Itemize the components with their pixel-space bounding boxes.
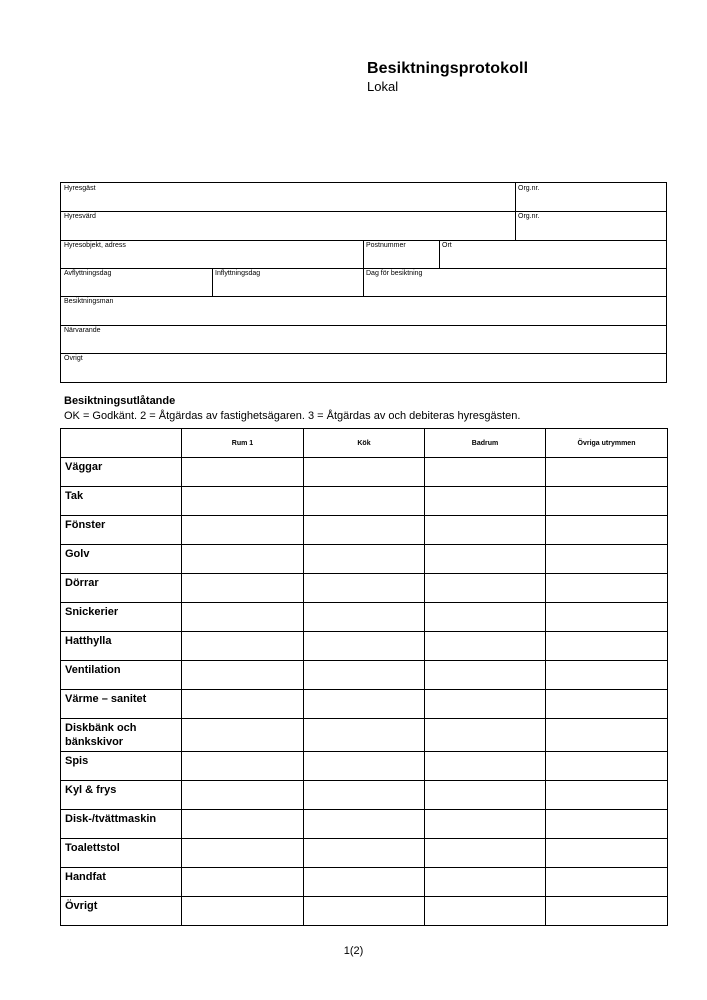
other-label: Övrigt <box>64 355 83 362</box>
grid-cell[interactable] <box>425 661 546 690</box>
row-label: Diskbänk och bänkskivor <box>61 719 182 752</box>
present-label: Närvarande <box>64 327 101 334</box>
grid-cell[interactable] <box>304 897 425 926</box>
row-label: Toalettstol <box>61 839 182 868</box>
document-subtitle: Lokal <box>367 79 399 94</box>
grid-cell[interactable] <box>546 719 668 752</box>
row-label: Snickerier <box>61 603 182 632</box>
grid-cell[interactable] <box>182 545 304 574</box>
row-label: Hatthylla <box>61 632 182 661</box>
assessment-title: Besiktningsutlåtande <box>64 395 176 407</box>
table-row <box>61 868 668 897</box>
grid-cell[interactable] <box>182 897 304 926</box>
table-row <box>61 810 668 839</box>
grid-cell[interactable] <box>304 516 425 545</box>
address-field[interactable] <box>61 240 128 250</box>
grid-cell[interactable] <box>425 516 546 545</box>
other-field[interactable] <box>61 353 85 363</box>
table-row <box>61 897 668 926</box>
grid-cell[interactable] <box>546 487 668 516</box>
grid-cell[interactable] <box>425 690 546 719</box>
table-row <box>61 839 668 868</box>
divider <box>61 296 666 297</box>
grid-cell[interactable] <box>425 458 546 487</box>
grid-cell[interactable] <box>425 752 546 781</box>
grid-cell[interactable] <box>546 603 668 632</box>
grid-cell[interactable] <box>425 719 546 752</box>
move-out-date-field[interactable] <box>61 268 113 278</box>
grid-cell[interactable] <box>425 839 546 868</box>
row-label: Fönster <box>61 516 182 545</box>
assessment-legend: OK = Godkänt. 2 = Åtgärdas av fastighetsägaren. 3 = Åtgärdas av och debiteras hyresgästen. <box>64 410 521 422</box>
grid-cell[interactable] <box>546 632 668 661</box>
column-header-other-spaces: Övriga utrymmen <box>546 429 668 458</box>
present-field[interactable] <box>61 325 103 335</box>
postal-code-label: Postnummer <box>366 242 406 249</box>
grid-cell[interactable] <box>546 810 668 839</box>
grid-cell[interactable] <box>304 719 425 752</box>
grid-cell[interactable] <box>182 603 304 632</box>
grid-body <box>61 458 668 926</box>
landlord-label: Hyresvärd <box>64 213 96 220</box>
table-row <box>61 574 668 603</box>
row-label: Värme – sanitet <box>61 690 182 719</box>
row-label: Handfat <box>61 868 182 897</box>
grid-cell[interactable] <box>182 661 304 690</box>
grid-cell[interactable] <box>182 487 304 516</box>
grid-cell[interactable] <box>546 781 668 810</box>
divider <box>61 211 666 212</box>
grid-cell[interactable] <box>546 574 668 603</box>
grid-cell[interactable] <box>546 690 668 719</box>
row-label: Dörrar <box>61 574 182 603</box>
grid-cell[interactable] <box>546 545 668 574</box>
grid-cell[interactable] <box>425 574 546 603</box>
table-row <box>61 632 668 661</box>
grid-cell[interactable] <box>182 690 304 719</box>
grid-cell[interactable] <box>182 632 304 661</box>
page-number: 1(2) <box>343 945 364 957</box>
landlord-org-label: Org.nr. <box>518 213 540 220</box>
move-out-date-label: Avflyttningsdag <box>64 270 112 277</box>
grid-cell[interactable] <box>425 781 546 810</box>
row-label: Spis <box>61 752 182 781</box>
grid-cell[interactable] <box>182 839 304 868</box>
landlord-org-field[interactable] <box>515 211 541 221</box>
grid-cell[interactable] <box>425 810 546 839</box>
postal-code-field[interactable] <box>363 240 408 250</box>
grid-cell[interactable] <box>304 661 425 690</box>
grid-cell[interactable] <box>304 839 425 868</box>
grid-cell[interactable] <box>182 781 304 810</box>
tenant-field[interactable] <box>61 183 98 193</box>
grid-cell[interactable] <box>182 458 304 487</box>
column-header-bathroom: Badrum <box>425 429 546 458</box>
inspector-label: Besiktningsman <box>64 298 114 305</box>
table-row <box>61 603 668 632</box>
grid-cell[interactable] <box>304 574 425 603</box>
grid-cell[interactable] <box>425 487 546 516</box>
tenant-label: Hyresgäst <box>64 185 96 192</box>
column-header-room-1: Rum 1 <box>182 429 304 458</box>
tenant-org-field[interactable] <box>515 183 541 193</box>
row-label: Kyl & frys <box>61 781 182 810</box>
tenant-org-label: Org.nr. <box>518 185 540 192</box>
grid-cell[interactable] <box>304 603 425 632</box>
inspection-grid <box>60 428 668 926</box>
table-row <box>61 545 668 574</box>
table-row <box>61 781 668 810</box>
inspection-date-field[interactable] <box>363 268 424 278</box>
move-in-date-label: Inflyttningsdag <box>215 270 261 277</box>
grid-cell[interactable] <box>425 868 546 897</box>
inspection-date-label: Dag för besiktning <box>366 270 423 277</box>
column-header-kitchen: Kök <box>304 429 425 458</box>
grid-cell[interactable] <box>182 810 304 839</box>
grid-cell[interactable] <box>304 810 425 839</box>
grid-cell[interactable] <box>304 690 425 719</box>
info-table <box>60 182 667 383</box>
grid-cell[interactable] <box>425 603 546 632</box>
table-row <box>61 516 668 545</box>
row-label: Ventilation <box>61 661 182 690</box>
row-label: Övrigt <box>61 897 182 926</box>
grid-cell[interactable] <box>546 897 668 926</box>
grid-cell[interactable] <box>546 516 668 545</box>
grid-cell[interactable] <box>182 868 304 897</box>
grid-cell[interactable] <box>182 574 304 603</box>
grid-cell[interactable] <box>304 458 425 487</box>
table-row <box>61 690 668 719</box>
inspector-field[interactable] <box>61 296 115 306</box>
table-row <box>61 458 668 487</box>
grid-cell[interactable] <box>304 752 425 781</box>
grid-cell[interactable] <box>182 752 304 781</box>
address-label: Hyresobjekt, adress <box>64 242 126 249</box>
grid-cell[interactable] <box>546 839 668 868</box>
grid-cell[interactable] <box>546 868 668 897</box>
grid-cell[interactable] <box>546 661 668 690</box>
grid-cell[interactable] <box>304 632 425 661</box>
grid-cell[interactable] <box>546 458 668 487</box>
grid-cell[interactable] <box>304 868 425 897</box>
grid-header-row <box>61 429 668 458</box>
grid-cell[interactable] <box>425 632 546 661</box>
grid-cell[interactable] <box>304 781 425 810</box>
grid-cell[interactable] <box>546 752 668 781</box>
table-row <box>61 661 668 690</box>
divider <box>61 325 666 326</box>
move-in-date-field[interactable] <box>212 268 262 278</box>
row-label: Disk-/tvättmaskin <box>61 810 182 839</box>
table-row <box>61 487 668 516</box>
column-header <box>61 429 182 458</box>
table-row <box>61 752 668 781</box>
grid-cell[interactable] <box>182 719 304 752</box>
city-field[interactable] <box>439 240 454 250</box>
row-label: Golv <box>61 545 182 574</box>
row-label: Väggar <box>61 458 182 487</box>
document-title: Besiktningsprotokoll <box>367 60 529 77</box>
landlord-field[interactable] <box>61 211 98 221</box>
grid-cell[interactable] <box>425 545 546 574</box>
table-row <box>61 719 668 752</box>
city-label: Ort <box>442 242 452 249</box>
grid-cell[interactable] <box>304 487 425 516</box>
grid-cell[interactable] <box>182 516 304 545</box>
grid-cell[interactable] <box>425 897 546 926</box>
row-label: Tak <box>61 487 182 516</box>
divider <box>61 353 666 354</box>
grid-cell[interactable] <box>304 545 425 574</box>
